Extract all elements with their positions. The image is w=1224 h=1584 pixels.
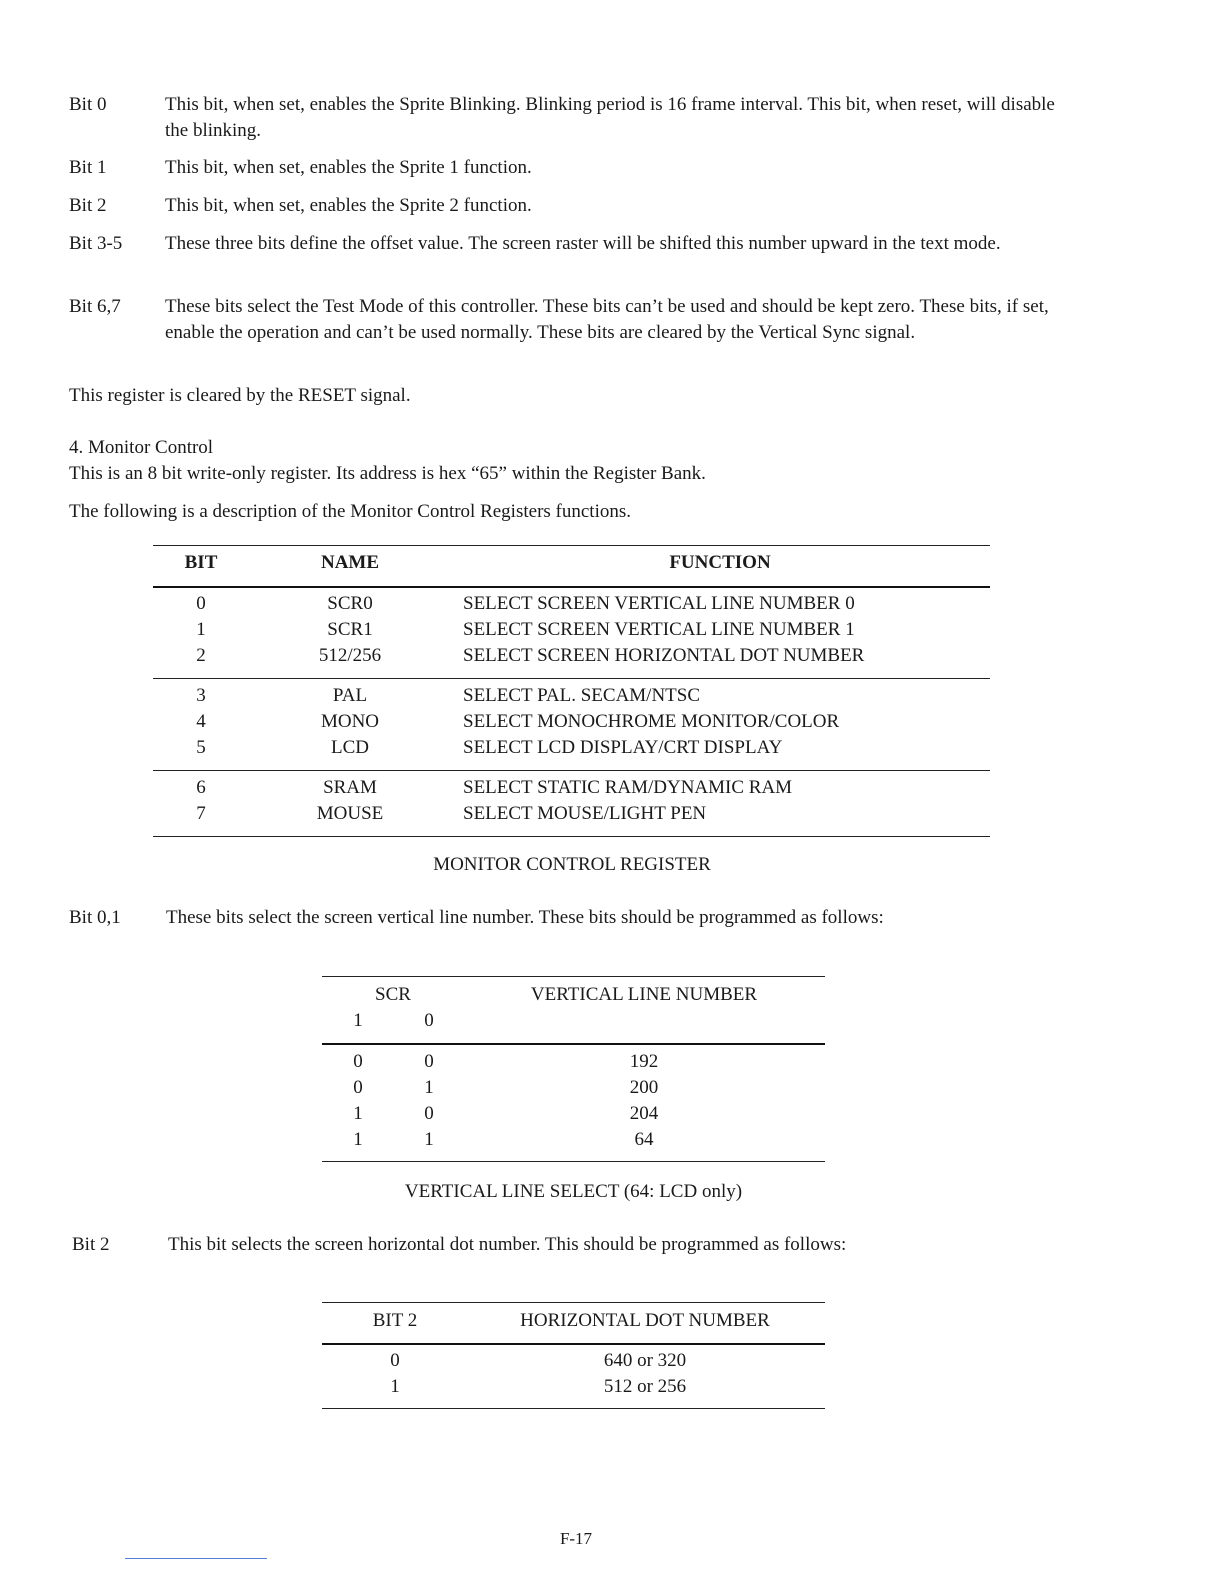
function-cell: SELECT MOUSE/LIGHT PEN [463,803,707,824]
bit-cell: 2 [196,645,206,666]
column-header: BIT [184,552,218,573]
page-number: F-17 [559,1529,593,1548]
column-header: BIT 2 [372,1310,418,1331]
section-line: This is an 8 bit write-only register. Its address is hex “65” within the Register Bank. [69,463,706,484]
section-heading: 4. Monitor Control [69,437,214,458]
table-rule [153,678,990,679]
bit-cell: 0 [196,593,206,614]
name-cell: MONO [320,711,380,732]
bit-description: This bit, when set, enables the Sprite 2 function. [165,195,532,216]
reset-note: This register is cleared by the RESET signal. [69,385,411,406]
scr0-cell: 1 [424,1129,434,1150]
column-header: NAME [320,552,380,573]
table-rule [153,545,990,546]
function-cell: SELECT MONOCHROME MONITOR/COLOR [463,711,840,732]
bit-description: This bit, when set, enables the Sprite 1 function. [165,157,532,178]
bit-cell: 3 [196,685,206,706]
name-cell: MOUSE [316,803,384,824]
name-cell: SRAM [323,777,377,798]
line-number-cell: 64 [634,1129,654,1150]
function-cell: SELECT SCREEN VERTICAL LINE NUMBER 0 [463,593,855,614]
sub-header: 0 [424,1010,434,1031]
bit-description: This bit selects the screen horizontal dot number. This should be programmed as follows: [168,1234,847,1255]
function-cell: SELECT SCREEN VERTICAL LINE NUMBER 1 [463,619,855,640]
table-caption: VERTICAL LINE SELECT (64: LCD only) [404,1181,743,1202]
scr1-cell: 0 [353,1051,363,1072]
name-cell: LCD [331,737,369,758]
table-caption: MONITOR CONTROL REGISTER [433,854,711,875]
name-cell: PAL [332,685,368,706]
bit-cell: 1 [390,1376,400,1397]
function-cell: SELECT SCREEN HORIZONTAL DOT NUMBER [463,645,865,666]
table-rule [153,836,990,837]
bit-cell: 4 [196,711,206,732]
bit-description: These three bits define the offset value. The screen raster will be shifted this number upward in the text mode. [165,233,1001,254]
bit-term: Bit 2 [69,195,107,216]
section-line: The following is a description of the Monitor Control Registers functions. [69,501,632,522]
dot-number-cell: 640 or 320 [603,1350,687,1371]
line-number-cell: 200 [629,1077,659,1098]
scr0-cell: 0 [424,1051,434,1072]
function-cell: SELECT LCD DISPLAY/CRT DISPLAY [463,737,783,758]
scr1-cell: 1 [353,1129,363,1150]
name-cell: SCR0 [327,593,373,614]
name-cell: SCR1 [327,619,373,640]
name-cell: 512/256 [318,645,382,666]
bit-description: These bits select the Test Mode of this controller. These bits can’t be used and should be kept zero. These bits, if set, enable the operation and can’t be used normally. These bits are cleared by the Vertical Sync signal. [165,296,1049,343]
bit-term: Bit 1 [69,157,107,178]
table-rule [322,1302,825,1303]
function-cell: SELECT PAL. SECAM/NTSC [463,685,701,706]
table-rule [322,976,825,977]
scr0-cell: 0 [424,1103,434,1124]
bit-term: Bit 0,1 [69,907,121,928]
function-cell: SELECT STATIC RAM/DYNAMIC RAM [463,777,793,798]
column-header: HORIZONTAL DOT NUMBER [520,1310,770,1331]
bit-cell: 6 [196,777,206,798]
bit-description: These bits select the screen vertical line number. These bits should be programmed as follows: [166,907,884,928]
bit-term: Bit 3-5 [69,233,123,254]
table-rule [322,1408,825,1409]
column-header: FUNCTION [669,552,771,573]
bit-cell: 5 [196,737,206,758]
bit-term: Bit 6,7 [69,296,121,317]
column-header: VERTICAL LINE NUMBER [530,984,758,1005]
bit-description: This bit, when set, enables the Sprite Blinking. Blinking period is 16 frame interval. This bit, when reset, will disable the blinking. [165,94,1055,141]
table-rule [322,1343,825,1345]
bit-cell: 1 [196,619,206,640]
bit-cell: 0 [390,1350,400,1371]
table-rule [153,770,990,771]
column-header: SCR [375,984,411,1005]
scr1-cell: 0 [353,1077,363,1098]
line-number-cell: 204 [629,1103,659,1124]
bit-term: Bit 2 [72,1234,110,1255]
scr1-cell: 1 [353,1103,363,1124]
sub-header: 1 [353,1010,363,1031]
footer-divider [125,1558,267,1559]
table-rule [153,586,990,588]
dot-number-cell: 512 or 256 [603,1376,687,1397]
table-rule [322,1161,825,1162]
table-rule [322,1043,825,1045]
scr0-cell: 1 [424,1077,434,1098]
bit-cell: 7 [196,803,206,824]
line-number-cell: 192 [629,1051,659,1072]
bit-term: Bit 0 [69,94,107,115]
